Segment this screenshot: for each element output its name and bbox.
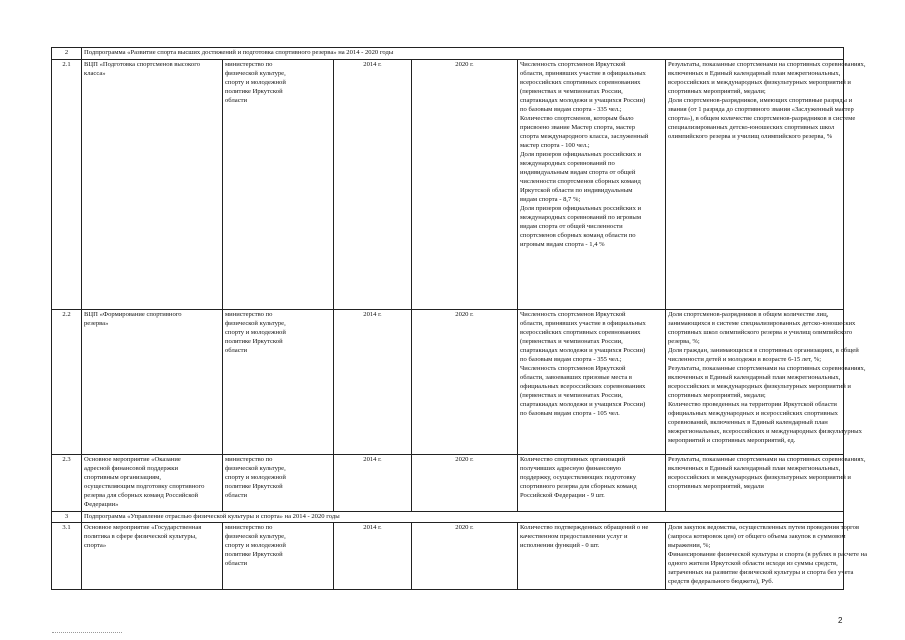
- result-line: численности детей и молодежи в возрасте 6-15 лет, %;: [668, 356, 822, 363]
- indicator-line: спорта международного класса, заслуженный: [520, 133, 649, 140]
- result-line: Финансирование физической культуры и спорта (в рублях в расчете на: [668, 551, 868, 558]
- measure-name-line: Основное мероприятие «Государственная: [84, 524, 202, 531]
- indicator-line: спартакиадах молодежи и учащихся России): [520, 401, 646, 408]
- result-line: мероприятий и спортивных мероприятий, ед.: [668, 437, 796, 444]
- subprogram-3-number: 3: [52, 512, 82, 523]
- indicator-line: видам спорта - 8,7 %;: [520, 196, 581, 203]
- result-line: включенных в Единый календарный план межрегиональных,: [668, 374, 841, 381]
- indicator-line: области, принявших участие в официальных: [520, 320, 646, 327]
- indicator-line: Численность спортсменов Иркутской: [520, 365, 626, 372]
- result-line: Результаты, показанные спортсменами на спортивных соревнованиях,: [668, 61, 866, 68]
- result-line: межрегиональных, всероссийских и международных физкультурных: [668, 428, 862, 435]
- result-line: спортивных мероприятий, медали: [668, 483, 764, 490]
- indicator-line: (первенствах и чемпионатах России,: [520, 338, 623, 345]
- end-year: 2020 г.: [412, 523, 518, 590]
- measure-name-cell: [82, 455, 223, 512]
- executor-line: физической культуре,: [225, 465, 286, 472]
- executor-line: физической культуре,: [225, 533, 286, 540]
- indicator-line: спартакиадах молодежи и учащихся России): [520, 347, 646, 354]
- measure-name-cell: [82, 523, 223, 590]
- indicator-line: по базовым видам спорта - 355 чел.;: [520, 356, 622, 363]
- executor-line: политике Иркутской: [225, 338, 283, 345]
- indicator-line: поддержку, осуществляющих подготовку: [520, 474, 636, 481]
- end-year: 2020 г.: [412, 60, 518, 310]
- indicator-line: области, завоевавших призовые места в: [520, 374, 633, 381]
- row-number: 2.1: [52, 60, 82, 310]
- result-line: занимающихся в системе специализированных детско-юношеских: [668, 320, 856, 327]
- executor-line: области: [225, 560, 248, 567]
- indicator-line: Доля призеров официальных российских и: [520, 151, 642, 158]
- subprogram-2-title: Подпрограмма «Развитие спорта высших достижений и подготовка спортивного резерва» на 2014 - 2020 годы: [82, 48, 844, 60]
- table-row-3-1: [52, 523, 844, 590]
- indicator-line: Количество спортивных организаций: [520, 456, 626, 463]
- indicator-line: индивидуальным видам спорта от общей: [520, 169, 636, 176]
- result-line: специализированных детско-юношеских спортивных школ: [668, 124, 835, 131]
- measure-name-line: политика в сфере физической культуры,: [84, 533, 197, 540]
- indicator-line: качественном предоставлении услуг и: [520, 533, 628, 540]
- result-line: (запроса котировок цен) от общего объема закупок в суммовом: [668, 533, 846, 540]
- result-line: соревнований, включенных в Единый календарный план: [668, 419, 828, 426]
- executor-line: политике Иркутской: [225, 483, 283, 490]
- result-line: всероссийских и международных физкультурных мероприятий и: [668, 383, 851, 390]
- start-year: 2014 г.: [334, 310, 412, 455]
- indicators-cell: [518, 310, 666, 455]
- result-line: одного жителя Иркутской области исходя из суммы средств,: [668, 560, 838, 567]
- measure-name-line: Основное мероприятие «Оказание: [84, 456, 181, 463]
- executor-line: области: [225, 347, 248, 354]
- indicator-line: международных соревнований по игровым: [520, 214, 642, 221]
- measure-name-line: ВЦП «Формирование спортивного: [84, 311, 182, 318]
- measure-name-line: осуществляющим подготовку спортивного: [84, 483, 205, 490]
- executor-line: политике Иркутской: [225, 551, 283, 558]
- result-line: спортивных мероприятий, медали;: [668, 392, 766, 399]
- indicator-line: Количество спортсменов, которым было: [520, 115, 634, 122]
- executor-line: спорту и молодежной: [225, 474, 286, 481]
- indicator-line: численности спортсменов сборных команд: [520, 178, 641, 185]
- indicator-line: официальных всероссийских соревнованиях: [520, 383, 646, 390]
- start-year: 2014 г.: [334, 455, 412, 512]
- table-row-2-1: [52, 60, 844, 310]
- program-table: [51, 47, 868, 590]
- result-line: всероссийских и международных физкультурных мероприятий и: [668, 474, 851, 481]
- result-line: официальных международных и всероссийских спортивных: [668, 410, 838, 417]
- indicator-line: международных соревнований по: [520, 160, 615, 167]
- start-year: 2014 г.: [334, 523, 412, 590]
- executor-line: спорту и молодежной: [225, 329, 286, 336]
- indicator-line: Численность спортсменов Иркутской: [520, 311, 626, 318]
- table-row-2-3: [52, 455, 844, 512]
- result-line: резерва, %;: [668, 338, 700, 345]
- result-line: затраченных на развитие физической культуры и спорта без учета: [668, 569, 854, 576]
- result-line: Доля спортсменов-разрядников, имеющих спортивные разряды и: [668, 97, 853, 104]
- indicator-line: Иркутской области по индивидуальным: [520, 187, 633, 194]
- results-cell: [666, 310, 866, 455]
- indicator-line: спортсменов сборных команд области по: [520, 232, 636, 239]
- result-line: звания (от 1 разряда до спортивного звания «Заслуженный мастер: [668, 106, 854, 113]
- indicator-line: исполнении функций - 0 шт.: [520, 542, 600, 549]
- indicator-line: присвоено звание Мастер спорта, мастер: [520, 124, 636, 131]
- measure-name-cell: [82, 310, 223, 455]
- measure-name-line: адресной финансовой поддержки: [84, 465, 179, 472]
- page-number: 2: [838, 616, 843, 625]
- indicator-line: всероссийских спортивных соревнованиях: [520, 79, 641, 86]
- row-number: 2.3: [52, 455, 82, 512]
- result-line: спортивных мероприятий, медали;: [668, 88, 766, 95]
- executor-line: министерство по: [225, 311, 273, 318]
- executor-line: физической культуре,: [225, 70, 286, 77]
- indicator-line: Российской Федерации - 9 шт.: [520, 492, 605, 499]
- start-year: 2014 г.: [334, 60, 412, 310]
- end-year: 2020 г.: [412, 310, 518, 455]
- executor-line: спорту и молодежной: [225, 79, 286, 86]
- indicator-line: Количество подтвержденных обращений о не: [520, 524, 649, 531]
- result-line: Доля закупок ведомства, осуществленных путем проведения торгов: [668, 524, 860, 531]
- result-line: Доля граждан, занимающихся в спортивных организациях, в общей: [668, 347, 859, 354]
- executor-cell: [223, 60, 334, 310]
- subprogram-3-title: Подпрограмма «Управление отраслью физической культуры и спорта» на 2014 - 2020 годы: [82, 512, 844, 523]
- results-cell: [666, 60, 866, 310]
- end-year: 2020 г.: [412, 455, 518, 512]
- executor-line: области: [225, 492, 248, 499]
- subprogram-2-row: [52, 48, 844, 60]
- indicator-line: игровым видам спорта - 1,4 %: [520, 241, 605, 248]
- indicator-line: спартакиадах молодежи и учащихся России): [520, 97, 646, 104]
- indicators-cell: [518, 523, 666, 590]
- result-line: олимпийского резерва и училищ олимпийского резерва, %: [668, 133, 833, 140]
- indicators-cell: [518, 455, 666, 512]
- measure-name-line: резерва»: [84, 320, 109, 327]
- executor-line: политике Иркутской: [225, 88, 283, 95]
- indicator-line: по базовым видам спорта - 105 чел.: [520, 410, 620, 417]
- scan-artifact: [52, 632, 122, 635]
- result-line: Доля спортсменов-разрядников в общем количестве лиц,: [668, 311, 829, 318]
- executor-line: министерство по: [225, 524, 273, 531]
- measure-name-line: Федерации»: [84, 501, 119, 508]
- indicator-line: всероссийских спортивных соревнованиях: [520, 329, 641, 336]
- indicator-line: видам спорта от общей численности: [520, 223, 623, 230]
- indicator-line: области, принявших участие в официальных: [520, 70, 646, 77]
- measure-name-line: резерва для сборных команд Российской: [84, 492, 199, 499]
- indicator-line: (первенствах и чемпионатах России,: [520, 392, 623, 399]
- table-row-2-2: [52, 310, 844, 455]
- indicator-line: получивших адресную финансовую: [520, 465, 621, 472]
- results-cell: [666, 523, 868, 590]
- measure-name-line: класса»: [84, 70, 106, 77]
- result-line: включенных в Единый календарный план межрегиональных,: [668, 70, 841, 77]
- executor-line: министерство по: [225, 456, 273, 463]
- measure-name-line: спорта»: [84, 542, 107, 549]
- result-line: включенных в Единый календарный план межрегиональных,: [668, 465, 841, 472]
- row-number: 2.2: [52, 310, 82, 455]
- row-number: 3.1: [52, 523, 82, 590]
- indicator-line: по базовым видам спорта - 335 чел.;: [520, 106, 622, 113]
- indicator-line: мастер спорта - 100 чел.;: [520, 142, 590, 149]
- indicator-line: Доля призеров официальных российских и: [520, 205, 642, 212]
- result-line: средств федерального бюджета), Руб.: [668, 578, 774, 585]
- measure-name-line: ВЦП «Подготовка спортсменов высокого: [84, 61, 201, 68]
- results-cell: [666, 455, 866, 512]
- subprogram-2-number: 2: [52, 48, 82, 60]
- executor-cell: [223, 523, 334, 590]
- result-line: выражении, %;: [668, 542, 711, 549]
- executor-line: министерство по: [225, 61, 273, 68]
- subprogram-3-row: [52, 512, 844, 523]
- result-line: спортивных школ олимпийского резерва и училищ олимпийского: [668, 329, 853, 336]
- executor-line: спорту и молодежной: [225, 542, 286, 549]
- result-line: Результаты, показанные спортсменами на спортивных соревнованиях,: [668, 456, 866, 463]
- indicator-line: спортивного резерва для сборных команд: [520, 483, 637, 490]
- executor-cell: [223, 310, 334, 455]
- executor-line: области: [225, 97, 248, 104]
- result-line: спорта»), в общем количестве спортсменов-разрядников в системе: [668, 115, 856, 122]
- executor-line: физической культуре,: [225, 320, 286, 327]
- measure-name-line: спортивным организациям,: [84, 474, 161, 481]
- result-line: Количество проведенных на территории Иркутской области: [668, 401, 837, 408]
- measure-name-cell: [82, 60, 223, 310]
- executor-cell: [223, 455, 334, 512]
- indicator-line: Численность спортсменов Иркутской: [520, 61, 626, 68]
- indicators-cell: [518, 60, 666, 310]
- indicator-line: (первенствах и чемпионатах России,: [520, 88, 623, 95]
- result-line: Результаты, показанные спортсменами на спортивных соревнованиях,: [668, 365, 866, 372]
- result-line: всероссийских и международных физкультурных мероприятий и: [668, 79, 851, 86]
